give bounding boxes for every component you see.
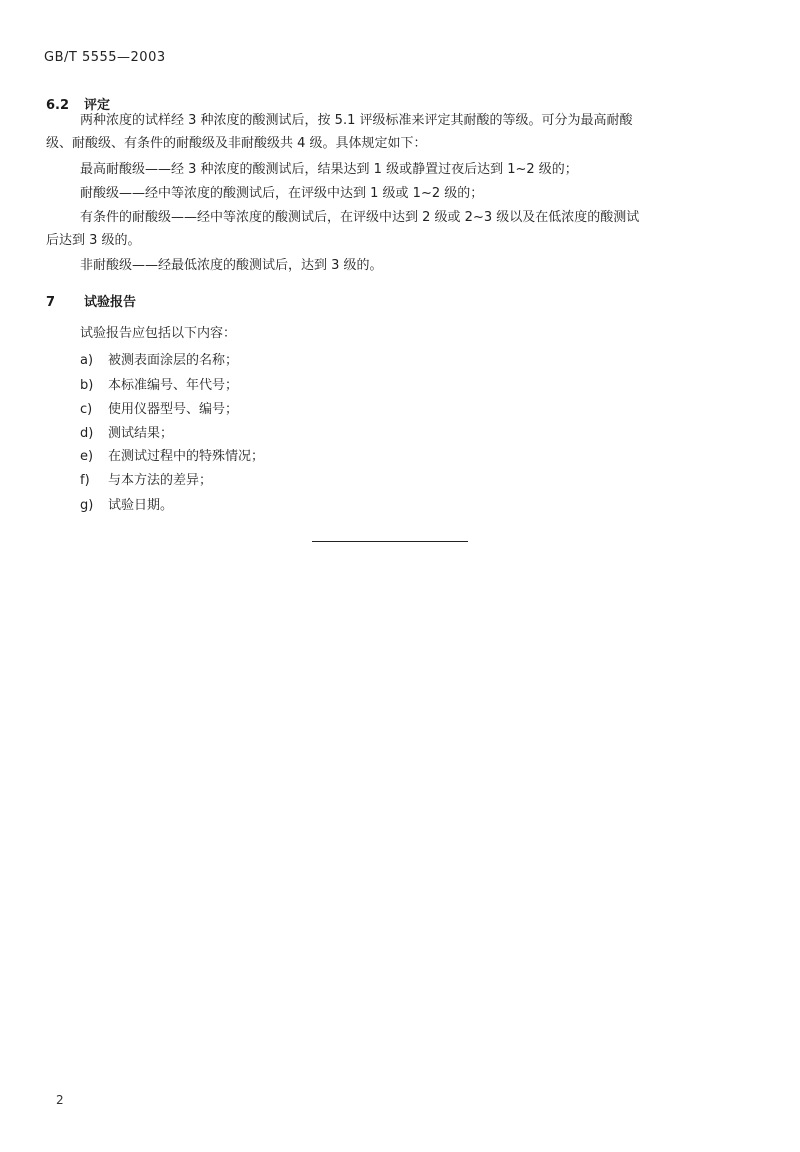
list-item <box>80 469 212 488</box>
list-item <box>80 374 238 393</box>
list-item-text: 使用仪器型号、编号； <box>108 402 239 417</box>
section-7-title: 试验报告 <box>84 295 137 310</box>
list-item-mark: f) <box>80 473 90 488</box>
list-item-mark: e) <box>80 449 94 464</box>
list-item <box>80 349 238 368</box>
list-item <box>80 422 173 441</box>
rule-conditional-line2: 后达到 3 级的。 <box>46 233 141 248</box>
standard-code-header: GB/T 5555—2003 <box>44 50 166 65</box>
list-item-text: 在测试过程中的特殊情况； <box>108 449 265 464</box>
end-of-document-rule <box>312 541 468 542</box>
list-item-text: 本标准编号、年代号； <box>108 378 239 393</box>
list-item <box>80 445 264 464</box>
list-item-text: 被测表面涂层的名称； <box>108 353 239 368</box>
list-item-text: 与本方法的差异； <box>108 473 213 488</box>
rule-conditional-acid-resistance <box>46 206 750 252</box>
list-item-text: 测试结果； <box>108 426 174 441</box>
rule-acid-resistance: 耐酸级——经中等浓度的酸测试后，在评级中达到 1 级或 1~2 级的； <box>80 186 484 201</box>
list-item <box>80 398 238 417</box>
list-item-mark: g) <box>80 498 94 513</box>
page-number: 2 <box>56 1093 64 1107</box>
section-6-2-intro-line1: 两种浓度的试样经 3 种浓度的酸测试后，按 5.1 评级标准来评定其耐酸的等级。可分为最高耐酸 <box>80 113 633 128</box>
list-item-mark: d) <box>80 426 94 441</box>
rule-conditional-line1: 有条件的耐酸级——经中等浓度的酸测试后，在评级中达到 2 级或 2~3 级以及在低浓度的酸测试 <box>80 210 640 225</box>
section-6-2-intro <box>46 109 750 155</box>
list-item-mark: c) <box>80 402 93 417</box>
list-item-mark: b) <box>80 378 94 393</box>
section-7-intro: 试验报告应包括以下内容： <box>80 326 237 341</box>
rule-non-acid-resistance: 非耐酸级——经最低浓度的酸测试后，达到 3 级的。 <box>80 258 383 273</box>
section-7-number: 7 <box>46 295 56 310</box>
section-7-heading <box>46 291 136 310</box>
section-6-2-number: 6.2 <box>46 98 70 113</box>
section-6-2-title: 评定 <box>84 98 111 113</box>
rule-highest-acid-resistance: 最高耐酸级——经 3 种浓度的酸测试后，结果达到 1 级或静置过夜后达到 1~2 级的； <box>80 162 578 177</box>
section-6-2-intro-line2: 级、耐酸级、有条件的耐酸级及非耐酸级共 4 级。具体规定如下： <box>46 136 427 151</box>
list-item-mark: a) <box>80 353 94 368</box>
list-item-text: 试验日期。 <box>108 498 174 513</box>
list-item <box>80 494 173 513</box>
